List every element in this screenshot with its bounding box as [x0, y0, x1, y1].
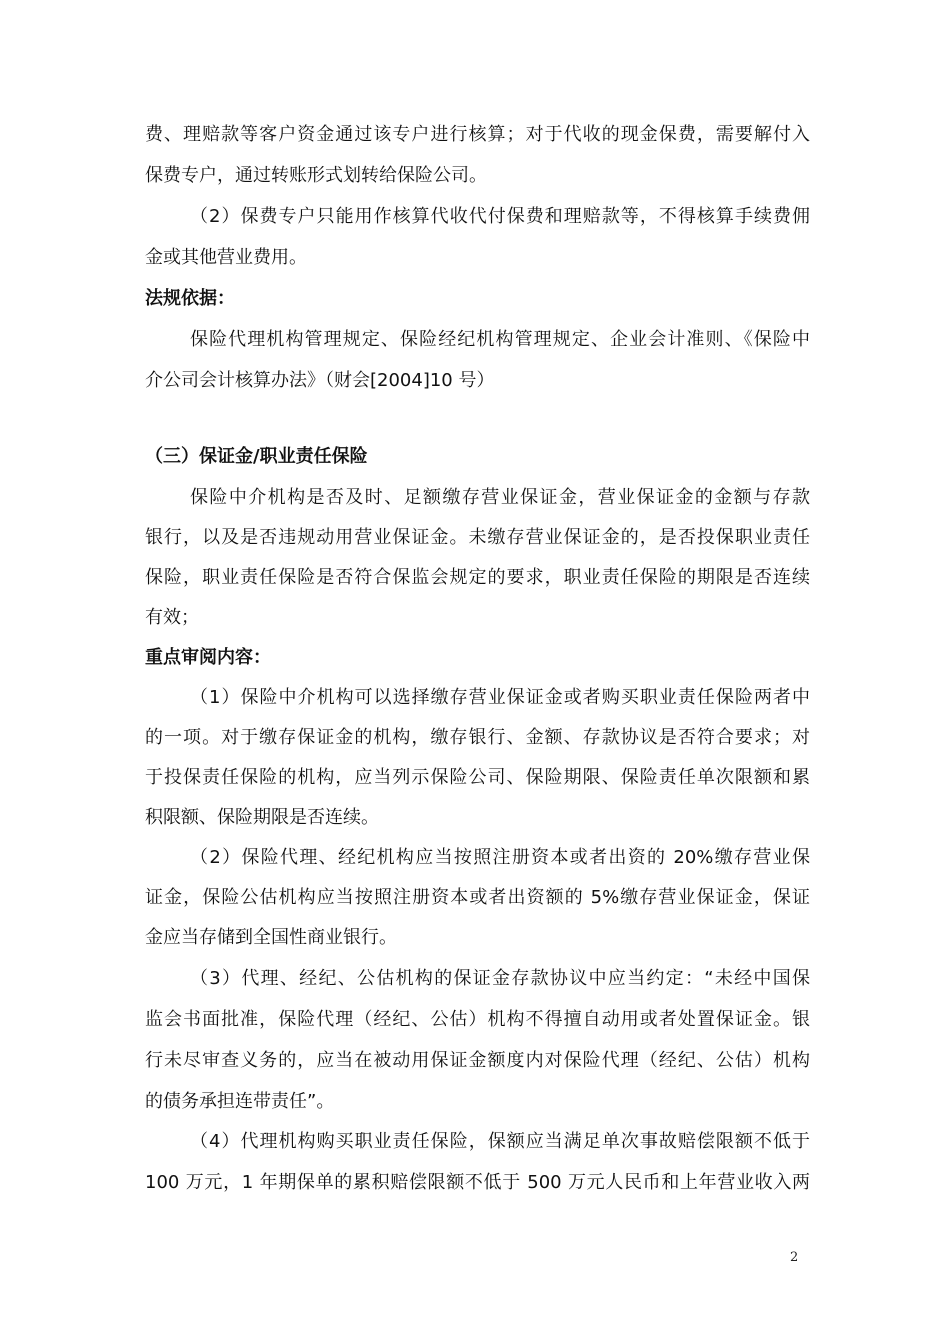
- paragraph-line: （3）代理、经纪、公估机构的保证金存款协议中应当约定：“未经中国保: [190, 968, 810, 989]
- section-heading: 法规依据：: [145, 288, 235, 309]
- paragraph-line: 保险中介机构是否及时、足额缴存营业保证金，营业保证金的金额与存款: [190, 487, 810, 508]
- section-heading: （三）保证金/职业责任保险: [145, 446, 368, 467]
- paragraph-line: 金或其他营业费用。: [145, 247, 307, 268]
- paragraph-line: （2）保费专户只能用作核算代收代付保费和理赔款等，不得核算手续费佣: [190, 206, 810, 227]
- paragraph-line: 保险代理机构管理规定、保险经纪机构管理规定、企业会计准则、《保险中: [190, 329, 810, 350]
- paragraph-line: 积限额、保险期限是否连续。: [145, 807, 379, 828]
- paragraph-line: 的债务承担连带责任”。: [145, 1091, 335, 1112]
- paragraph-line: 证金，保险公估机构应当按照注册资本或者出资额的 5%缴存营业保证金，保证: [145, 887, 810, 908]
- paragraph-line: 于投保责任保险的机构，应当列示保险公司、保险期限、保险责任单次限额和累: [145, 767, 810, 788]
- paragraph-line: 的一项。对于缴存保证金的机构，缴存银行、金额、存款协议是否符合要求；对: [145, 727, 810, 748]
- paragraph-line: （4）代理机构购买职业责任保险，保额应当满足单次事故赔偿限额不低于: [190, 1131, 810, 1152]
- paragraph-line: 100 万元，1 年期保单的累积赔偿限额不低于 500 万元人民币和上年营业收入两: [145, 1172, 810, 1193]
- paragraph-line: 介公司会计核算办法》（财会[2004]10 号）: [145, 370, 495, 391]
- paragraph-line: （1）保险中介机构可以选择缴存营业保证金或者购买职业责任保险两者中: [190, 687, 810, 708]
- paragraph-line: 保费专户，通过转账形式划转给保险公司。: [145, 165, 487, 186]
- section-heading: 重点审阅内容：: [145, 647, 271, 668]
- page-number: 2: [790, 1250, 799, 1265]
- paragraph-line: 行未尽审查义务的，应当在被动用保证金额度内对保险代理（经纪、公估）机构: [145, 1050, 810, 1071]
- paragraph-line: 保险，职业责任保险是否符合保监会规定的要求，职业责任保险的期限是否连续: [145, 567, 810, 588]
- paragraph-line: （2）保险代理、经纪机构应当按照注册资本或者出资的 20%缴存营业保: [190, 847, 810, 868]
- paragraph-line: 监会书面批准，保险代理（经纪、公估）机构不得擅自动用或者处置保证金。银: [145, 1009, 810, 1030]
- paragraph-line: 有效；: [145, 607, 199, 628]
- paragraph-line: 金应当存储到全国性商业银行。: [145, 927, 397, 948]
- paragraph-line: 费、理赔款等客户资金通过该专户进行核算；对于代收的现金保费，需要解付入: [145, 124, 810, 145]
- paragraph-line: 银行，以及是否违规动用营业保证金。未缴存营业保证金的，是否投保职业责任: [145, 527, 810, 548]
